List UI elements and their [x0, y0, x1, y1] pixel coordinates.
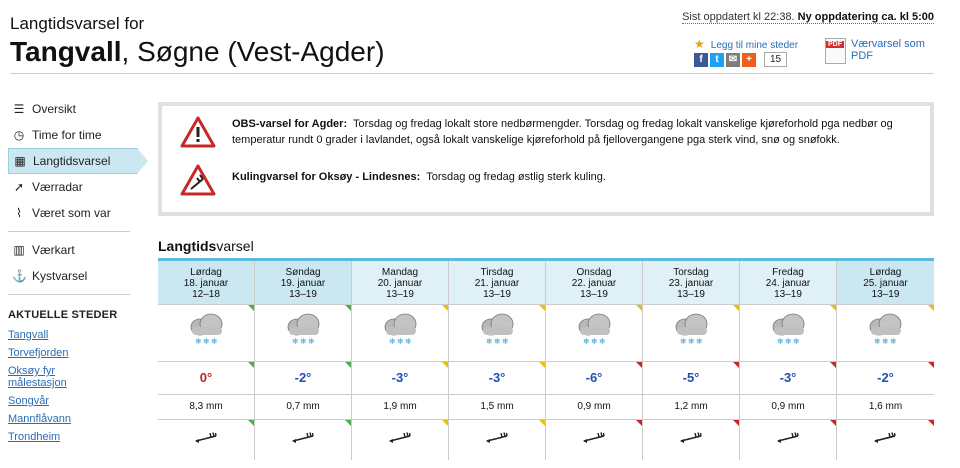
confidence-corner: [539, 362, 545, 368]
precipitation-value: 0,9 mm: [577, 401, 611, 412]
confidence-corner: [248, 420, 254, 426]
sidebar-item-label: Time for time: [32, 128, 102, 142]
day-header[interactable]: [546, 261, 643, 304]
day-header[interactable]: [837, 261, 934, 304]
day-header-date: 19. januar: [280, 278, 326, 289]
svg-text:❄: ❄: [777, 337, 784, 346]
sidebar-item-label: Værradar: [32, 180, 83, 194]
precipitation-cell: [255, 395, 352, 419]
svg-text:❄: ❄: [211, 337, 218, 346]
day-header-date: 20. januar: [377, 278, 423, 289]
day-header[interactable]: [449, 261, 546, 304]
confidence-corner: [830, 420, 836, 426]
forecast-title: Langtidsvarsel: [158, 238, 254, 254]
sidebar-item-vaerkart[interactable]: [8, 237, 130, 263]
temperature-value: -2°: [294, 370, 312, 385]
day-header[interactable]: [255, 261, 352, 304]
forecast-table: [158, 258, 934, 460]
alert-body: Torsdag og fredag lokalt store nedbørmengder. Torsdag og fredag lokalt vanskelige kjøreforhold pga nedbør og temperatur rundt 0 grader i lavlandet, også lokalt vanskelige kjøreforhold på fjellovergangene pga sterk vind, snø og snøfokk.: [232, 118, 893, 146]
confidence-corner: [830, 305, 836, 311]
day-header-day: Tirsdag: [480, 267, 514, 278]
day-header-day: Mandag: [381, 267, 419, 278]
svg-text:❄: ❄: [203, 337, 210, 346]
temperature-value: -3°: [391, 370, 409, 385]
confidence-corner: [733, 362, 739, 368]
wind-cell: [546, 420, 643, 460]
plus-icon[interactable]: +: [742, 53, 756, 67]
day-header-time: 13–19: [483, 289, 511, 300]
place-link[interactable]: Mannflåvann: [8, 413, 71, 425]
day-header-date: 24. januar: [765, 278, 811, 289]
alert-body: Torsdag og fredag østlig sterk kuling.: [426, 171, 606, 183]
svg-text:❄: ❄: [405, 337, 412, 346]
precipitation-cell: [643, 395, 740, 419]
precipitation-value: 8,3 mm: [189, 401, 223, 412]
precipitation-cell: [158, 395, 255, 419]
share-count: 15: [764, 52, 787, 67]
svg-text:❄: ❄: [308, 337, 315, 346]
confidence-corner: [442, 362, 448, 368]
cloud-snow-icon: [671, 311, 711, 352]
temperature-cell: [255, 362, 352, 394]
svg-text:❄: ❄: [389, 337, 396, 346]
alert-title: Kulingvarsel for Oksøy - Lindesnes:: [232, 171, 421, 183]
forecast-wind-row: [158, 420, 934, 460]
sidebar-item-oversikt[interactable]: [8, 96, 130, 122]
temperature-value: -2°: [877, 370, 894, 385]
wind-arrow-icon: [679, 432, 705, 451]
temperature-value: -5°: [682, 370, 700, 385]
day-header[interactable]: [740, 261, 837, 304]
precipitation-cell: [546, 395, 643, 419]
weather-symbol-cell: [449, 305, 546, 361]
day-header-day: Lørdag: [190, 267, 222, 278]
precipitation-cell: [449, 395, 546, 419]
forecast-temp-row: [158, 362, 934, 395]
svg-text:❄: ❄: [195, 337, 202, 346]
wind-cell: [740, 420, 837, 460]
precipitation-value: 1,9 mm: [383, 401, 417, 412]
svg-text:❄: ❄: [882, 337, 889, 346]
weather-symbol-cell: [546, 305, 643, 361]
day-header-date: 21. januar: [474, 278, 520, 289]
weather-symbol-cell: [837, 305, 934, 361]
place-link[interactable]: Trondheim: [8, 431, 61, 443]
place-link[interactable]: Songvår: [8, 395, 49, 407]
temperature-cell: [740, 362, 837, 394]
day-header[interactable]: [158, 261, 255, 304]
precipitation-cell: [352, 395, 449, 419]
wind-arrow-icon: [873, 432, 899, 451]
confidence-corner: [539, 305, 545, 311]
wind-arrow-icon: [776, 432, 802, 451]
day-header-date: 25. januar: [863, 278, 908, 289]
day-header-date: 23. januar: [668, 278, 714, 289]
svg-text:❄: ❄: [494, 337, 501, 346]
cloud-snow-icon: [574, 311, 614, 352]
cloud-snow-icon: [186, 311, 226, 352]
alert-title: OBS-varsel for Agder:: [232, 118, 348, 130]
wind-cell: [643, 420, 740, 460]
wind-arrow-icon: [582, 432, 608, 451]
sidebar-item-label: Værkart: [32, 243, 75, 257]
cloud-snow-icon: [380, 311, 420, 352]
svg-text:❄: ❄: [397, 337, 404, 346]
svg-text:❄: ❄: [599, 337, 606, 346]
sidebar-item-vaerradar[interactable]: [8, 174, 130, 200]
precipitation-value: 0,9 mm: [771, 401, 805, 412]
temperature-cell: [158, 362, 255, 394]
confidence-corner: [442, 305, 448, 311]
weather-symbol-cell: [740, 305, 837, 361]
update-info: [682, 11, 934, 24]
confidence-corner: [345, 305, 351, 311]
wind-arrow-icon: [194, 432, 220, 451]
place-name: Tangvall: [10, 36, 122, 67]
day-header-time: 12–18: [192, 289, 220, 300]
temperature-cell: [352, 362, 449, 394]
wind-warning-triangle-icon: [180, 164, 216, 196]
temperature-cell: [643, 362, 740, 394]
wind-arrow-icon: [485, 432, 511, 451]
temperature-value: -6°: [585, 370, 603, 385]
temperature-value: -3°: [779, 370, 797, 385]
confidence-corner: [345, 420, 351, 426]
svg-text:❄: ❄: [874, 337, 881, 346]
day-header-day: Lørdag: [869, 267, 902, 278]
confidence-corner: [539, 420, 545, 426]
forecast-header-row: [158, 261, 934, 305]
svg-text:❄: ❄: [486, 337, 493, 346]
alert-obs: [180, 116, 912, 148]
star-icon: ★: [694, 37, 705, 51]
add-favorite-link[interactable]: [694, 37, 798, 51]
anchor-icon: ⚓: [12, 269, 27, 283]
clock-icon: ◷: [13, 128, 25, 142]
day-header-time: 13–19: [580, 289, 608, 300]
svg-text:❄: ❄: [292, 337, 299, 346]
radar-icon: ➚: [13, 180, 25, 194]
sidebar-item-kystvarsel[interactable]: [8, 263, 130, 289]
confidence-corner: [442, 420, 448, 426]
twitter-icon[interactable]: t: [710, 53, 724, 67]
precipitation-cell: [837, 395, 934, 419]
confidence-corner: [636, 362, 642, 368]
cloud-snow-icon: [865, 311, 905, 352]
updated-time: Sist oppdatert kl 22:38.: [682, 11, 795, 23]
wind-arrow-icon: [291, 432, 317, 451]
day-header[interactable]: [352, 261, 449, 304]
wind-cell: [255, 420, 352, 460]
cloud-snow-icon: [477, 311, 517, 352]
calendar-icon: ▦: [14, 154, 26, 168]
cloud-snow-icon: [283, 311, 323, 352]
day-header-date: 22. januar: [571, 278, 617, 289]
day-header-time: 13–19: [677, 289, 705, 300]
svg-text:❄: ❄: [300, 337, 307, 346]
day-header-time: 13–19: [774, 289, 802, 300]
sidebar-item-label: Kystvarsel: [32, 269, 88, 283]
weather-symbol-cell: [158, 305, 255, 361]
share-bar: [694, 52, 787, 67]
confidence-corner: [928, 420, 934, 426]
day-header-date: 18. januar: [183, 278, 229, 289]
temperature-cell: [449, 362, 546, 394]
weather-symbol-cell: [352, 305, 449, 361]
confidence-corner: [248, 362, 254, 368]
svg-text:❄: ❄: [502, 337, 509, 346]
forecast-symbol-row: [158, 305, 934, 362]
alert-kuling: [180, 164, 912, 196]
temperature-cell: [837, 362, 934, 394]
svg-text:❄: ❄: [680, 337, 687, 346]
day-header-day: Fredag: [772, 267, 804, 278]
day-header-day: Torsdag: [673, 267, 709, 278]
favorite-label: Legg til mine steder: [710, 40, 799, 51]
sidebar-divider: [8, 231, 130, 232]
svg-text:❄: ❄: [591, 337, 598, 346]
confidence-corner: [636, 420, 642, 426]
confidence-corner: [928, 305, 934, 311]
day-header-time: 13–19: [289, 289, 317, 300]
sidebar-item-label: Langtidsvarsel: [33, 154, 111, 168]
sidebar-item-label: Været som var: [32, 206, 111, 220]
page-subtitle: Langtidsvarsel for: [10, 14, 145, 33]
sidebar-item-time-for-time[interactable]: [8, 122, 130, 148]
weather-symbol-cell: [643, 305, 740, 361]
pdf-label-line2: PDF: [851, 50, 873, 62]
place-link[interactable]: Torvefjorden: [8, 347, 69, 359]
confidence-corner: [928, 362, 934, 368]
confidence-corner: [830, 362, 836, 368]
sidebar: [8, 96, 130, 449]
svg-text:❄: ❄: [890, 337, 897, 346]
sidebar-divider: [8, 294, 130, 295]
temperature-cell: [546, 362, 643, 394]
pdf-icon: PDF: [825, 38, 846, 64]
wind-cell: [352, 420, 449, 460]
sidebar-item-vaeret-som-var[interactable]: [8, 200, 130, 226]
wind-cell: [449, 420, 546, 460]
page-title: [10, 36, 385, 68]
place-link[interactable]: Oksøy fyr målestasjon: [8, 365, 67, 389]
place-region: , Søgne (Vest-Agder): [121, 36, 385, 67]
next-update: Ny oppdatering ca. kl 5:00: [797, 11, 934, 23]
day-header-time: 13–19: [386, 289, 414, 300]
list-icon: ☰: [13, 102, 25, 116]
confidence-corner: [733, 305, 739, 311]
precipitation-value: 0,7 mm: [286, 401, 320, 412]
confidence-corner: [345, 362, 351, 368]
pdf-label-line1: Værvarsel som: [851, 38, 925, 50]
day-header-day: Søndag: [285, 267, 321, 278]
precipitation-value: 1,6 mm: [868, 401, 903, 412]
forecast-precip-row: [158, 395, 934, 420]
svg-text:❄: ❄: [583, 337, 590, 346]
svg-text:❄: ❄: [696, 337, 703, 346]
svg-text:❄: ❄: [785, 337, 792, 346]
svg-text:❄: ❄: [688, 337, 695, 346]
warning-triangle-icon: [180, 116, 216, 148]
facebook-icon[interactable]: f: [694, 53, 708, 67]
temperature-value: -3°: [488, 370, 506, 385]
wind-cell: [158, 420, 255, 460]
chart-icon: ⌇: [16, 206, 22, 220]
alert-box: [158, 102, 934, 216]
day-header-time: 13–19: [871, 289, 900, 300]
mail-icon[interactable]: ✉: [726, 53, 740, 67]
header-divider: [10, 73, 934, 74]
svg-text:❄: ❄: [793, 337, 800, 346]
wind-arrow-icon: [388, 432, 414, 451]
pdf-link[interactable]: [825, 38, 925, 64]
confidence-corner: [636, 305, 642, 311]
section-title: AKTUELLE STEDER: [8, 309, 118, 321]
place-link[interactable]: Tangvall: [8, 329, 49, 341]
precipitation-value: 1,2 mm: [674, 401, 708, 412]
day-header[interactable]: [643, 261, 740, 304]
precipitation-cell: [740, 395, 837, 419]
day-header-day: Onsdag: [576, 267, 612, 278]
precipitation-value: 1,5 mm: [480, 401, 514, 412]
sidebar-item-label: Oversikt: [32, 102, 77, 116]
map-icon: ▥: [13, 243, 25, 257]
weather-symbol-cell: [255, 305, 352, 361]
cloud-snow-icon: [768, 311, 808, 352]
confidence-corner: [248, 305, 254, 311]
confidence-corner: [733, 420, 739, 426]
wind-cell: [837, 420, 934, 460]
temperature-value: 0°: [199, 370, 213, 385]
sidebar-item-langtidsvarsel[interactable]: [8, 148, 138, 174]
